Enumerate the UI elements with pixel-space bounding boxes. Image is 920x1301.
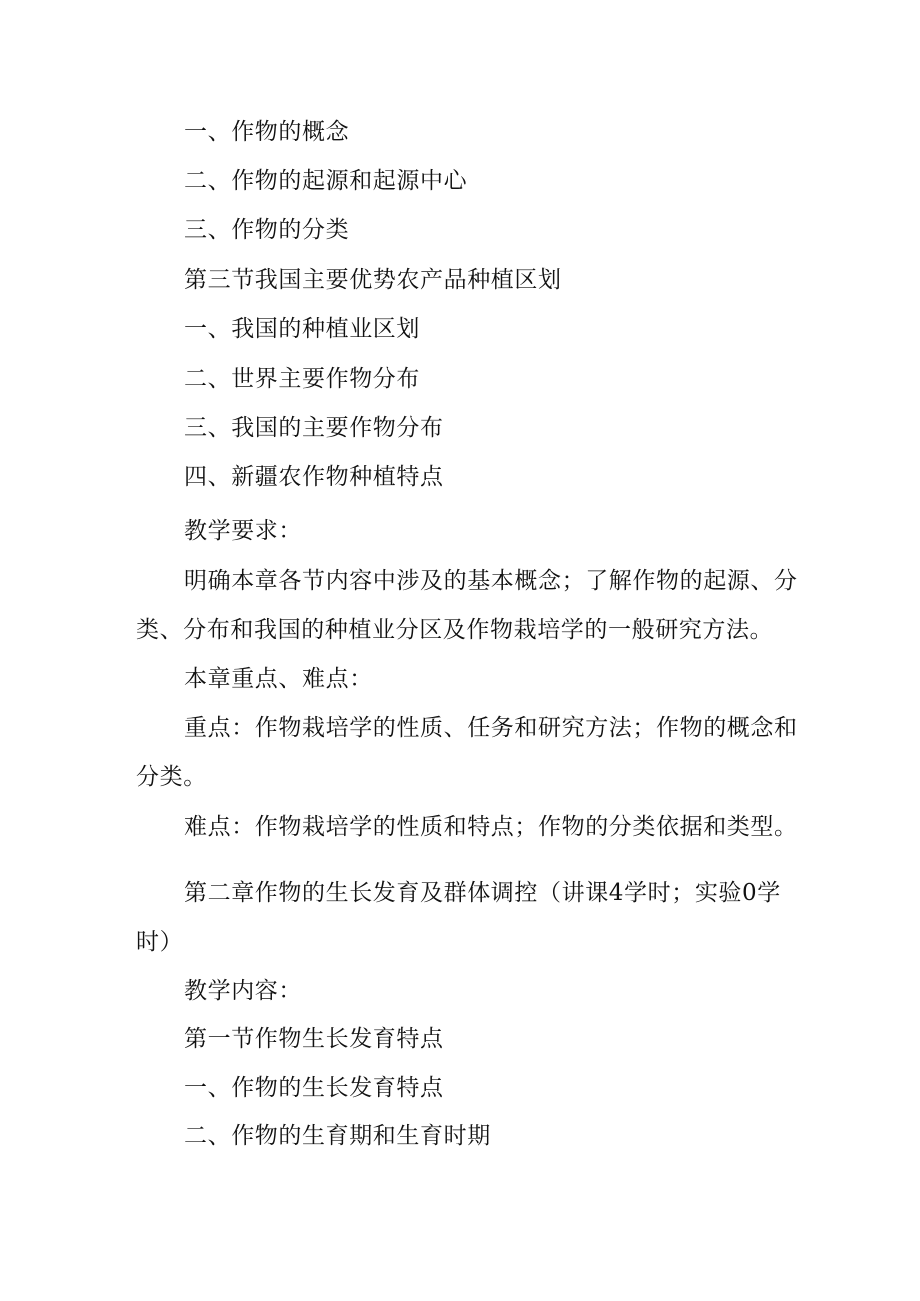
chapter-heading: 第二章作物的生长发育及群体调控（讲课4学时；实验0学 — [184, 880, 781, 906]
subheading: 教学要求： — [184, 518, 302, 544]
chapter-heading: 时） — [136, 929, 184, 955]
outline-item: 二、世界主要作物分布 — [184, 366, 420, 392]
paragraph-line: 分类。 — [136, 764, 207, 790]
outline-item: 一、作物的概念 — [184, 119, 350, 145]
section-heading: 第三节我国主要优势农产品种植区划 — [184, 267, 562, 293]
subheading: 教学内容： — [184, 978, 302, 1004]
outline-item: 三、作物的分类 — [184, 217, 350, 243]
outline-item: 一、作物的生长发育特点 — [184, 1075, 444, 1101]
section-heading: 第一节作物生长发育特点 — [184, 1026, 444, 1052]
outline-item: 二、作物的起源和起源中心 — [184, 168, 468, 194]
paragraph-line: 重点：作物栽培学的性质、任务和研究方法；作物的概念和 — [184, 715, 798, 741]
outline-item: 四、新疆农作物种植特点 — [184, 464, 444, 490]
outline-item: 二、作物的生育期和生育时期 — [184, 1123, 491, 1149]
paragraph-line: 类、分布和我国的种植业分区及作物栽培学的一般研究方法。 — [136, 617, 774, 643]
outline-item: 一、我国的种植业区划 — [184, 316, 420, 342]
paragraph-line: 难点：作物栽培学的性质和特点；作物的分类依据和类型。 — [184, 814, 798, 840]
subheading: 本章重点、难点： — [184, 666, 373, 692]
outline-item: 三、我国的主要作物分布 — [184, 415, 444, 441]
paragraph-line: 明确本章各节内容中涉及的基本概念；了解作物的起源、分 — [184, 568, 798, 594]
